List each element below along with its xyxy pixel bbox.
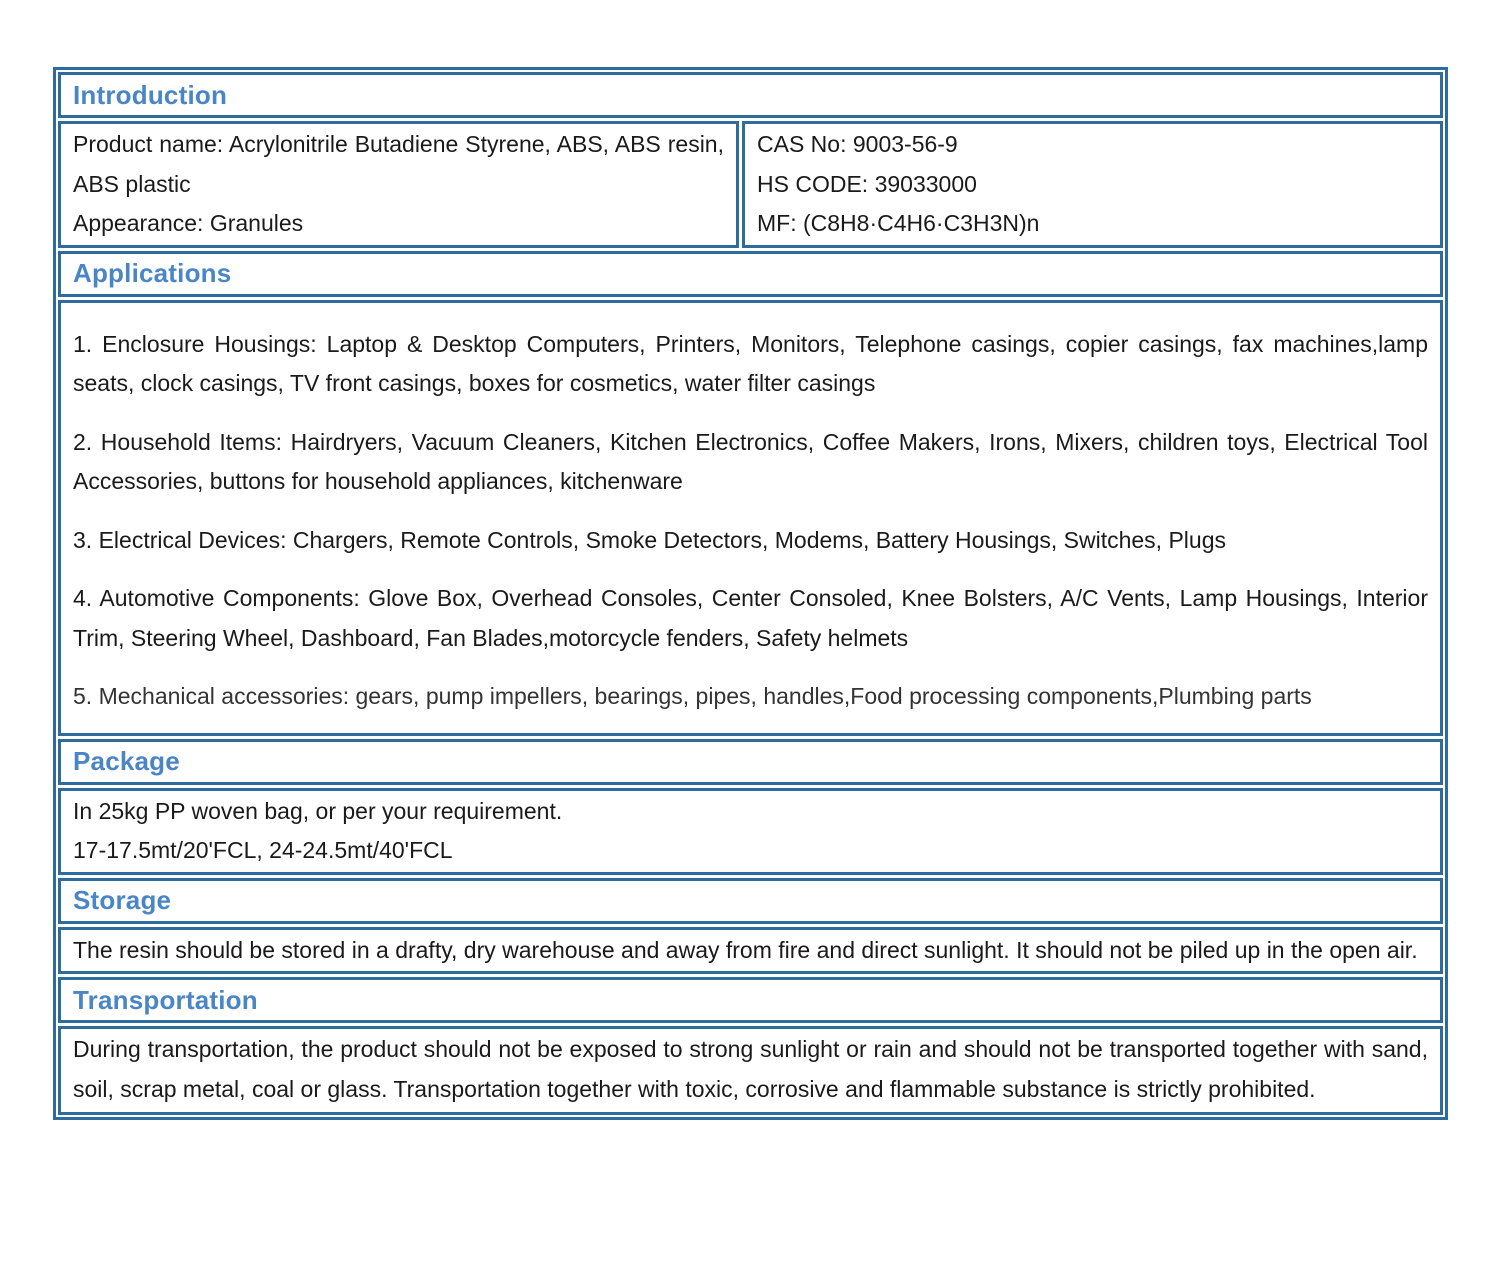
hs-code-text: HS CODE: 39033000 (757, 170, 977, 197)
applications-heading-cell (58, 251, 1443, 297)
transportation-heading: Transportation (73, 984, 258, 1015)
applications-heading: Applications (73, 258, 232, 288)
storage-cell (58, 927, 1443, 975)
cas-number-text: CAS No: 9003-56-9 (757, 131, 958, 157)
applications-list (58, 300, 1443, 736)
application-item: 4. Automotive Components: Glove Box, Overhead Consoles, Center Consoled, Knee Bolsters, A/C Vents, Lamp Housings, Interior Trim, Steering Wheel, Dashboard, Fan Blades,motorcycle fenders, Safety helmets (73, 585, 1428, 651)
package-line: 17-17.5mt/20'FCL, 24-24.5mt/40'FCL (73, 837, 453, 863)
transportation-text: During transportation, the product should not be exposed to strong sunlight or rain and should not be transported together with sand, soil, scrap metal, coal or glass. Transportation together with toxic, corrosive and flammable substance is strictly prohibited. (73, 1036, 1428, 1102)
molecular-formula-text: MF: (C8H8·C4H6·C3H3N)n (757, 210, 1040, 236)
application-item: 5. Mechanical accessories: gears, pump impellers, bearings, pipes, handles,Food processing components,Plumbing parts (73, 683, 1312, 709)
appearance-text: Appearance: Granules (73, 210, 304, 236)
introduction-heading-cell (58, 72, 1443, 118)
transportation-heading-cell (58, 977, 1443, 1023)
package-heading: Package (73, 746, 180, 776)
introduction-left-cell (58, 121, 739, 248)
application-item: 2. Household Items: Hairdryers, Vacuum Cleaners, Kitchen Electronics, Coffee Makers, Irons, Mixers, children toys, Electrical Tool Accessories, buttons for household appliances, kitchenware (73, 428, 1428, 494)
storage-text: The resin should be stored in a drafty, dry warehouse and away from fire and direct sunlight. It should not be piled up in the open air. (73, 936, 1418, 963)
product-name-text: Product name: Acrylonitrile Butadiene Styrene, ABS, ABS resin, ABS plastic (73, 131, 724, 197)
package-heading-cell (58, 739, 1443, 785)
package-cell (58, 788, 1443, 875)
storage-heading-cell (58, 878, 1443, 924)
introduction-right-cell (742, 121, 1443, 248)
transportation-cell (58, 1026, 1443, 1115)
storage-heading: Storage (73, 885, 172, 915)
introduction-heading: Introduction (73, 79, 228, 110)
application-item: 3. Electrical Devices: Chargers, Remote Controls, Smoke Detectors, Modems, Battery Housings, Switches, Plugs (73, 526, 1226, 553)
application-item: 1. Enclosure Housings: Laptop & Desktop Computers, Printers, Monitors, Telephone casings, copier casings, fax machines,lamp seats, clock casings, TV front casings, boxes for cosmetics, water filter casings (73, 330, 1428, 396)
package-line: In 25kg PP woven bag, or per your requirement. (73, 797, 563, 824)
product-spec-table (53, 67, 1448, 1120)
